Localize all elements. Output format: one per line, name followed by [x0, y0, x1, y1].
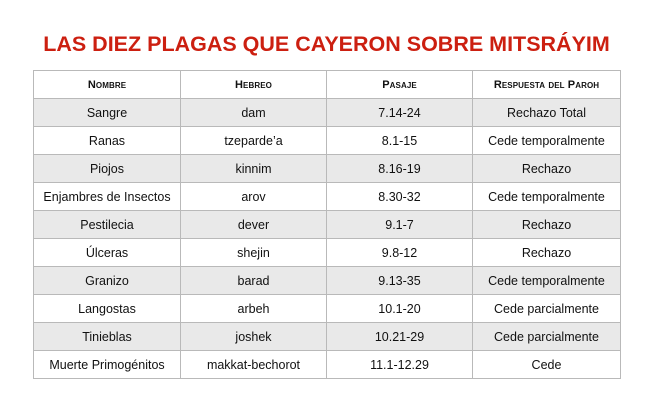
cell-pasaje: 9.8-12 — [327, 239, 473, 267]
cell-respuesta: Cede temporalmente — [473, 127, 621, 155]
cell-respuesta: Cede temporalmente — [473, 183, 621, 211]
table-row — [34, 239, 621, 267]
cell-hebreo: tzeparde’a — [181, 127, 327, 155]
cell-respuesta: Rechazo — [473, 239, 621, 267]
cell-nombre: Pestilecia — [34, 211, 181, 239]
cell-respuesta: Cede parcialmente — [473, 295, 621, 323]
cell-nombre: Ranas — [34, 127, 181, 155]
table-row — [34, 127, 621, 155]
page-title: LAS DIEZ PLAGAS QUE CAYERON SOBRE MITSRÁYIM — [43, 32, 610, 56]
cell-respuesta: Rechazo — [473, 155, 621, 183]
table-row — [34, 211, 621, 239]
table-row — [34, 295, 621, 323]
cell-respuesta: Cede — [473, 351, 621, 379]
cell-hebreo: joshek — [181, 323, 327, 351]
table-row — [34, 323, 621, 351]
table-row — [34, 155, 621, 183]
table-row — [34, 183, 621, 211]
cell-nombre: Langostas — [34, 295, 181, 323]
header-hebreo: Hebreo — [181, 71, 327, 99]
cell-pasaje: 8.30-32 — [327, 183, 473, 211]
cell-respuesta: Rechazo — [473, 211, 621, 239]
cell-nombre: Enjambres de Insectos — [34, 183, 181, 211]
cell-hebreo: arov — [181, 183, 327, 211]
cell-pasaje: 7.14-24 — [327, 99, 473, 127]
cell-nombre: Granizo — [34, 267, 181, 295]
plagues-table — [33, 70, 621, 379]
cell-pasaje: 8.16-19 — [327, 155, 473, 183]
cell-hebreo: makkat-bechorot — [181, 351, 327, 379]
cell-nombre: Tinieblas — [34, 323, 181, 351]
table-row — [34, 267, 621, 295]
cell-hebreo: barad — [181, 267, 327, 295]
cell-respuesta: Cede parcialmente — [473, 323, 621, 351]
cell-hebreo: arbeh — [181, 295, 327, 323]
cell-hebreo: kinnim — [181, 155, 327, 183]
cell-nombre: Muerte Primogénitos — [34, 351, 181, 379]
cell-hebreo: dam — [181, 99, 327, 127]
header-respuesta: Respuesta del Paroh — [473, 71, 621, 99]
header-nombre: Nombre — [34, 71, 181, 99]
table-header-row — [34, 71, 621, 99]
table-row — [34, 351, 621, 379]
cell-nombre: Úlceras — [34, 239, 181, 267]
cell-pasaje: 9.1-7 — [327, 211, 473, 239]
cell-pasaje: 8.1-15 — [327, 127, 473, 155]
table-row — [34, 99, 621, 127]
cell-nombre: Piojos — [34, 155, 181, 183]
cell-hebreo: dever — [181, 211, 327, 239]
cell-hebreo: shejin — [181, 239, 327, 267]
cell-nombre: Sangre — [34, 99, 181, 127]
cell-pasaje: 10.1-20 — [327, 295, 473, 323]
cell-pasaje: 11.1-12.29 — [327, 351, 473, 379]
cell-respuesta: Rechazo Total — [473, 99, 621, 127]
cell-pasaje: 9.13-35 — [327, 267, 473, 295]
header-pasaje: Pasaje — [327, 71, 473, 99]
cell-respuesta: Cede temporalmente — [473, 267, 621, 295]
cell-pasaje: 10.21-29 — [327, 323, 473, 351]
